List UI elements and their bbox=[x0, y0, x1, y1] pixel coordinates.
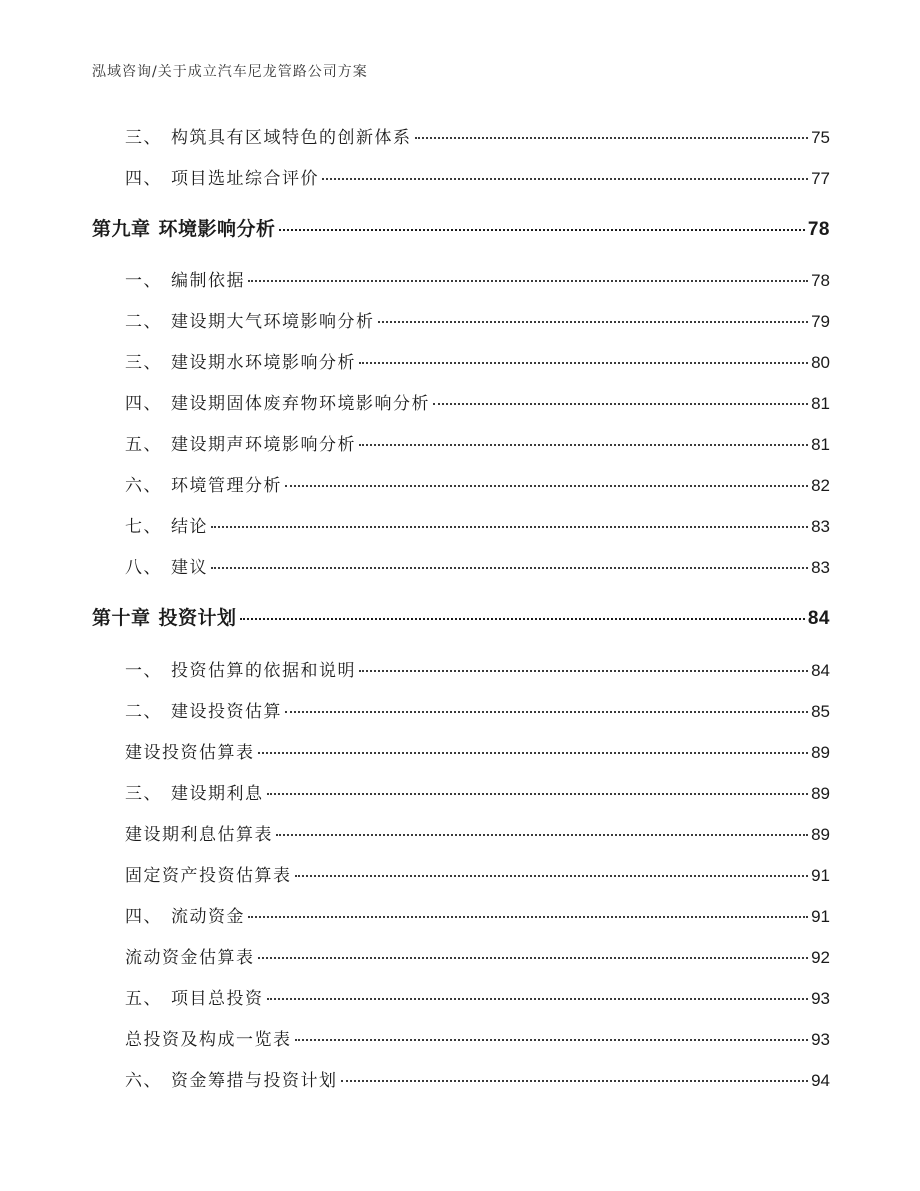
toc-page-number: 84 bbox=[811, 661, 830, 680]
toc-entry-title: 总投资及构成一览表 bbox=[125, 1030, 292, 1050]
toc-dot-leader bbox=[415, 120, 809, 139]
toc-entry-table[interactable] bbox=[92, 943, 830, 968]
toc-entry-table[interactable] bbox=[92, 1025, 830, 1050]
toc-dot-leader bbox=[276, 817, 808, 836]
toc-page-number: 83 bbox=[811, 517, 830, 536]
toc-page-number: 82 bbox=[811, 476, 830, 495]
toc-dot-leader bbox=[341, 1063, 809, 1082]
toc-entry-section[interactable] bbox=[92, 471, 830, 496]
toc-entry-title: 编制依据 bbox=[171, 271, 245, 291]
toc-page-number: 78 bbox=[811, 271, 830, 290]
toc-dot-leader bbox=[211, 550, 808, 569]
toc-entry-number: 六、 bbox=[125, 476, 162, 496]
toc-entry-title: 项目总投资 bbox=[171, 989, 264, 1009]
toc-entry-title: 结论 bbox=[171, 517, 208, 537]
toc-entry-section[interactable] bbox=[92, 389, 830, 414]
toc-entry-title: 固定资产投资估算表 bbox=[125, 866, 292, 886]
toc-page-number: 94 bbox=[811, 1071, 830, 1090]
toc-entry-title: 流动资金 bbox=[171, 907, 245, 927]
toc-entry-title: 建设投资估算表 bbox=[125, 743, 255, 763]
toc-entry-section[interactable] bbox=[92, 656, 830, 681]
toc-page-number: 77 bbox=[811, 169, 830, 188]
toc-page-number: 83 bbox=[811, 558, 830, 577]
toc-page-number: 93 bbox=[811, 1030, 830, 1049]
toc-dot-leader bbox=[267, 981, 809, 1000]
toc-entry-number: 一、 bbox=[125, 271, 162, 291]
toc-dot-leader bbox=[258, 940, 809, 959]
toc-dot-leader bbox=[285, 694, 808, 713]
toc-dot-leader bbox=[295, 858, 809, 877]
toc-entry-title: 环境管理分析 bbox=[171, 476, 282, 496]
toc-entry-table[interactable] bbox=[92, 820, 830, 845]
toc-dot-leader bbox=[433, 386, 808, 405]
toc-entry-title: 建设期利息估算表 bbox=[125, 825, 273, 845]
toc-chapter-number: 第十章 bbox=[92, 607, 151, 629]
toc-entry-section[interactable] bbox=[92, 307, 830, 332]
toc-page-number: 81 bbox=[811, 435, 830, 454]
toc-page-number: 85 bbox=[811, 702, 830, 721]
toc-page-number: 91 bbox=[811, 866, 830, 885]
toc-dot-leader bbox=[248, 899, 808, 918]
toc-dot-leader bbox=[359, 653, 808, 672]
toc-dot-leader bbox=[295, 1022, 809, 1041]
toc-entry-section[interactable] bbox=[92, 1066, 830, 1091]
toc-chapter-title: 环境影响分析 bbox=[158, 218, 276, 240]
toc-dot-leader bbox=[258, 735, 809, 754]
header-divider bbox=[92, 89, 828, 90]
toc-entry-table[interactable] bbox=[92, 861, 830, 886]
running-header: 泓域咨询/关于成立汽车尼龙管路公司方案 bbox=[92, 64, 368, 80]
toc-entry-section[interactable] bbox=[92, 430, 830, 455]
toc-entry-number: 五、 bbox=[125, 435, 162, 455]
toc-entry-number: 一、 bbox=[125, 661, 162, 681]
toc-entry-number: 八、 bbox=[125, 558, 162, 578]
toc-entry-title: 资金筹措与投资计划 bbox=[171, 1071, 338, 1091]
toc-dot-leader bbox=[211, 509, 808, 528]
toc-entry-title: 建设投资估算 bbox=[171, 702, 282, 722]
toc-page-number: 80 bbox=[811, 353, 830, 372]
toc-entry-number: 二、 bbox=[125, 312, 162, 332]
toc-dot-leader bbox=[267, 776, 809, 795]
toc-entry-title: 项目选址综合评价 bbox=[171, 169, 319, 189]
toc-entry-number: 七、 bbox=[125, 517, 162, 537]
toc-entry-section[interactable] bbox=[92, 697, 830, 722]
toc-page-number: 81 bbox=[811, 394, 830, 413]
toc-entry-number: 四、 bbox=[125, 907, 162, 927]
toc-entry-title: 投资估算的依据和说明 bbox=[171, 661, 356, 681]
toc-entry-section[interactable] bbox=[92, 902, 830, 927]
toc-dot-leader bbox=[359, 427, 808, 446]
toc-entry-title: 建议 bbox=[171, 558, 208, 578]
toc-page-number: 79 bbox=[811, 312, 830, 331]
toc-page-number: 89 bbox=[811, 743, 830, 762]
toc-entry-section[interactable] bbox=[92, 164, 830, 189]
toc-entry-number: 四、 bbox=[125, 169, 162, 189]
toc-entry-number: 三、 bbox=[125, 128, 162, 148]
toc-dot-leader bbox=[285, 468, 808, 487]
toc-entry-table[interactable] bbox=[92, 738, 830, 763]
toc-dot-leader bbox=[359, 345, 808, 364]
toc-page-number: 89 bbox=[811, 784, 830, 803]
toc-page-number: 75 bbox=[811, 128, 830, 147]
toc-entry-title: 建设期水环境影响分析 bbox=[171, 353, 356, 373]
toc-entry-title: 建设期利息 bbox=[171, 784, 264, 804]
toc-entry-section[interactable] bbox=[92, 123, 830, 148]
toc-entry-title: 建设期声环境影响分析 bbox=[171, 435, 356, 455]
toc-entry-number: 三、 bbox=[125, 353, 162, 373]
toc-entry-number: 六、 bbox=[125, 1071, 162, 1091]
toc-page-number: 89 bbox=[811, 825, 830, 844]
toc-entry-title: 构筑具有区域特色的创新体系 bbox=[171, 128, 412, 148]
toc-dot-leader bbox=[378, 304, 809, 323]
toc-entry-chapter[interactable] bbox=[92, 603, 830, 630]
toc-entry-number: 三、 bbox=[125, 784, 162, 804]
toc-entry-section[interactable] bbox=[92, 779, 830, 804]
toc-entry-number: 五、 bbox=[125, 989, 162, 1009]
toc-chapter-number: 第九章 bbox=[92, 218, 151, 240]
toc-entry-title: 流动资金估算表 bbox=[125, 948, 255, 968]
toc-page-number: 78 bbox=[807, 219, 830, 240]
toc-page-number: 93 bbox=[811, 989, 830, 1008]
toc-entry-number: 四、 bbox=[125, 394, 162, 414]
toc-page-number: 84 bbox=[807, 608, 830, 629]
toc-page-number: 91 bbox=[811, 907, 830, 926]
toc-chapter-title: 投资计划 bbox=[158, 607, 237, 629]
toc-entry-section[interactable] bbox=[92, 553, 830, 578]
toc-entry-section[interactable] bbox=[92, 348, 830, 373]
toc-entry-section[interactable] bbox=[92, 266, 830, 291]
toc-entry-section[interactable] bbox=[92, 512, 830, 537]
toc-entry-title: 建设期固体废弃物环境影响分析 bbox=[171, 394, 430, 414]
toc-dot-leader bbox=[240, 599, 805, 620]
toc-entry-section[interactable] bbox=[92, 984, 830, 1009]
toc-dot-leader bbox=[248, 263, 808, 282]
toc-entry-title: 建设期大气环境影响分析 bbox=[171, 312, 375, 332]
toc-dot-leader bbox=[322, 161, 808, 180]
toc-entry-number: 二、 bbox=[125, 702, 162, 722]
toc-page-number: 92 bbox=[811, 948, 830, 967]
toc-dot-leader bbox=[279, 210, 805, 231]
toc-entry-chapter[interactable] bbox=[92, 214, 830, 241]
